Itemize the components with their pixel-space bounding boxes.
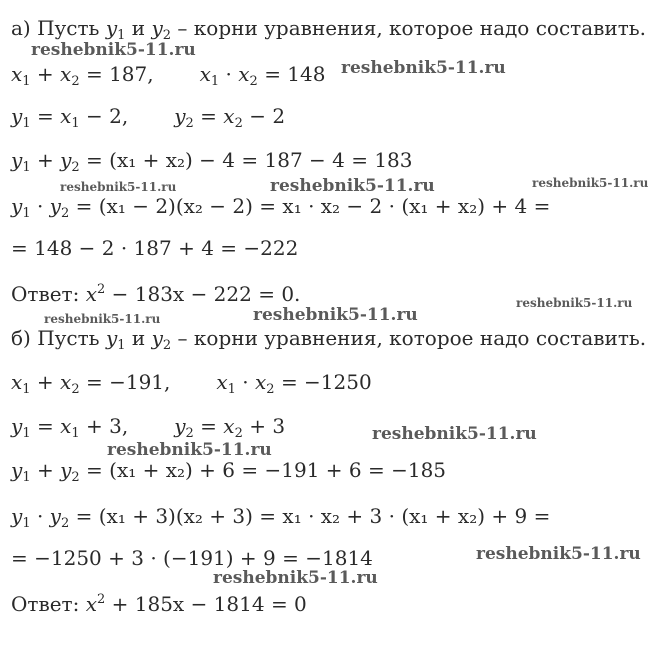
part-b-intro: б) Пусть $y_1$ и $y_2$ – корни уравнения, которое надо составить. — [11, 326, 647, 353]
watermark: reshebnik5-11.ru — [532, 176, 649, 190]
part-a-prod-y: $y_1 \cdot y_2 = (x_1 - 2)(x_2 - 2) = x_1 \cdot x_2 - 2 \cdot (x_1 + x_2) + 4$ = — [11, 194, 551, 221]
watermark: reshebnik5-11.ru — [31, 40, 196, 60]
part-a-sum-y: $y_1 + y_2 = (x_1 + x_2) - 4 = 187 - 4 = 183$ — [11, 148, 413, 175]
watermark: reshebnik5-11.ru — [60, 180, 177, 194]
part-b-prod-result: = −1250 + 3 · (−191) + 9 = −1814 — [11, 546, 373, 570]
part-b-substitution: $y_1 = x_1 + 3$, $y_2 = x_2 + 3$ — [11, 414, 286, 441]
watermark: reshebnik5-11.ru — [476, 544, 641, 564]
part-b-answer: Ответ: $x^2 + 185x - 1814 = 0$ — [11, 592, 307, 616]
watermark: reshebnik5-11.ru — [341, 58, 506, 78]
watermark: reshebnik5-11.ru — [270, 176, 435, 196]
watermark: reshebnik5-11.ru — [213, 568, 378, 588]
part-b-prod-y: $y_1 \cdot y_2 = (x_1 + 3)(x_2 + 3) = x_1 \cdot x_2 + 3 \cdot (x_1 + x_2) + 9$ = — [11, 504, 551, 531]
part-a-intro: а) Пусть $y_1$ и $y_2$ – корни уравнения, которое надо составить. — [11, 16, 647, 43]
watermark: reshebnik5-11.ru — [107, 440, 272, 460]
watermark: reshebnik5-11.ru — [44, 312, 161, 326]
part-b-vieta: $x_1 + x_2 = -191$, $x_1 \cdot x_2 = -1250$ — [11, 370, 372, 397]
part-a-vieta: $x_1 + x_2 = 187$, $x_1 \cdot x_2 = 148$ — [11, 62, 326, 89]
part-a-answer: Ответ: $x^2 - 183x - 222 = 0$. — [11, 282, 301, 306]
watermark: reshebnik5-11.ru — [372, 424, 537, 444]
part-a-prod-result: = 148 − 2 · 187 + 4 = −222 — [11, 236, 299, 260]
part-a-substitution: $y_1 = x_1 - 2$, $y_2 = x_2 - 2$ — [11, 104, 286, 131]
watermark: reshebnik5-11.ru — [253, 305, 418, 325]
watermark: reshebnik5-11.ru — [516, 296, 633, 310]
part-b-sum-y: $y_1 + y_2 = (x_1 + x_2) + 6 = -191 + 6 = -185$ — [11, 458, 447, 485]
